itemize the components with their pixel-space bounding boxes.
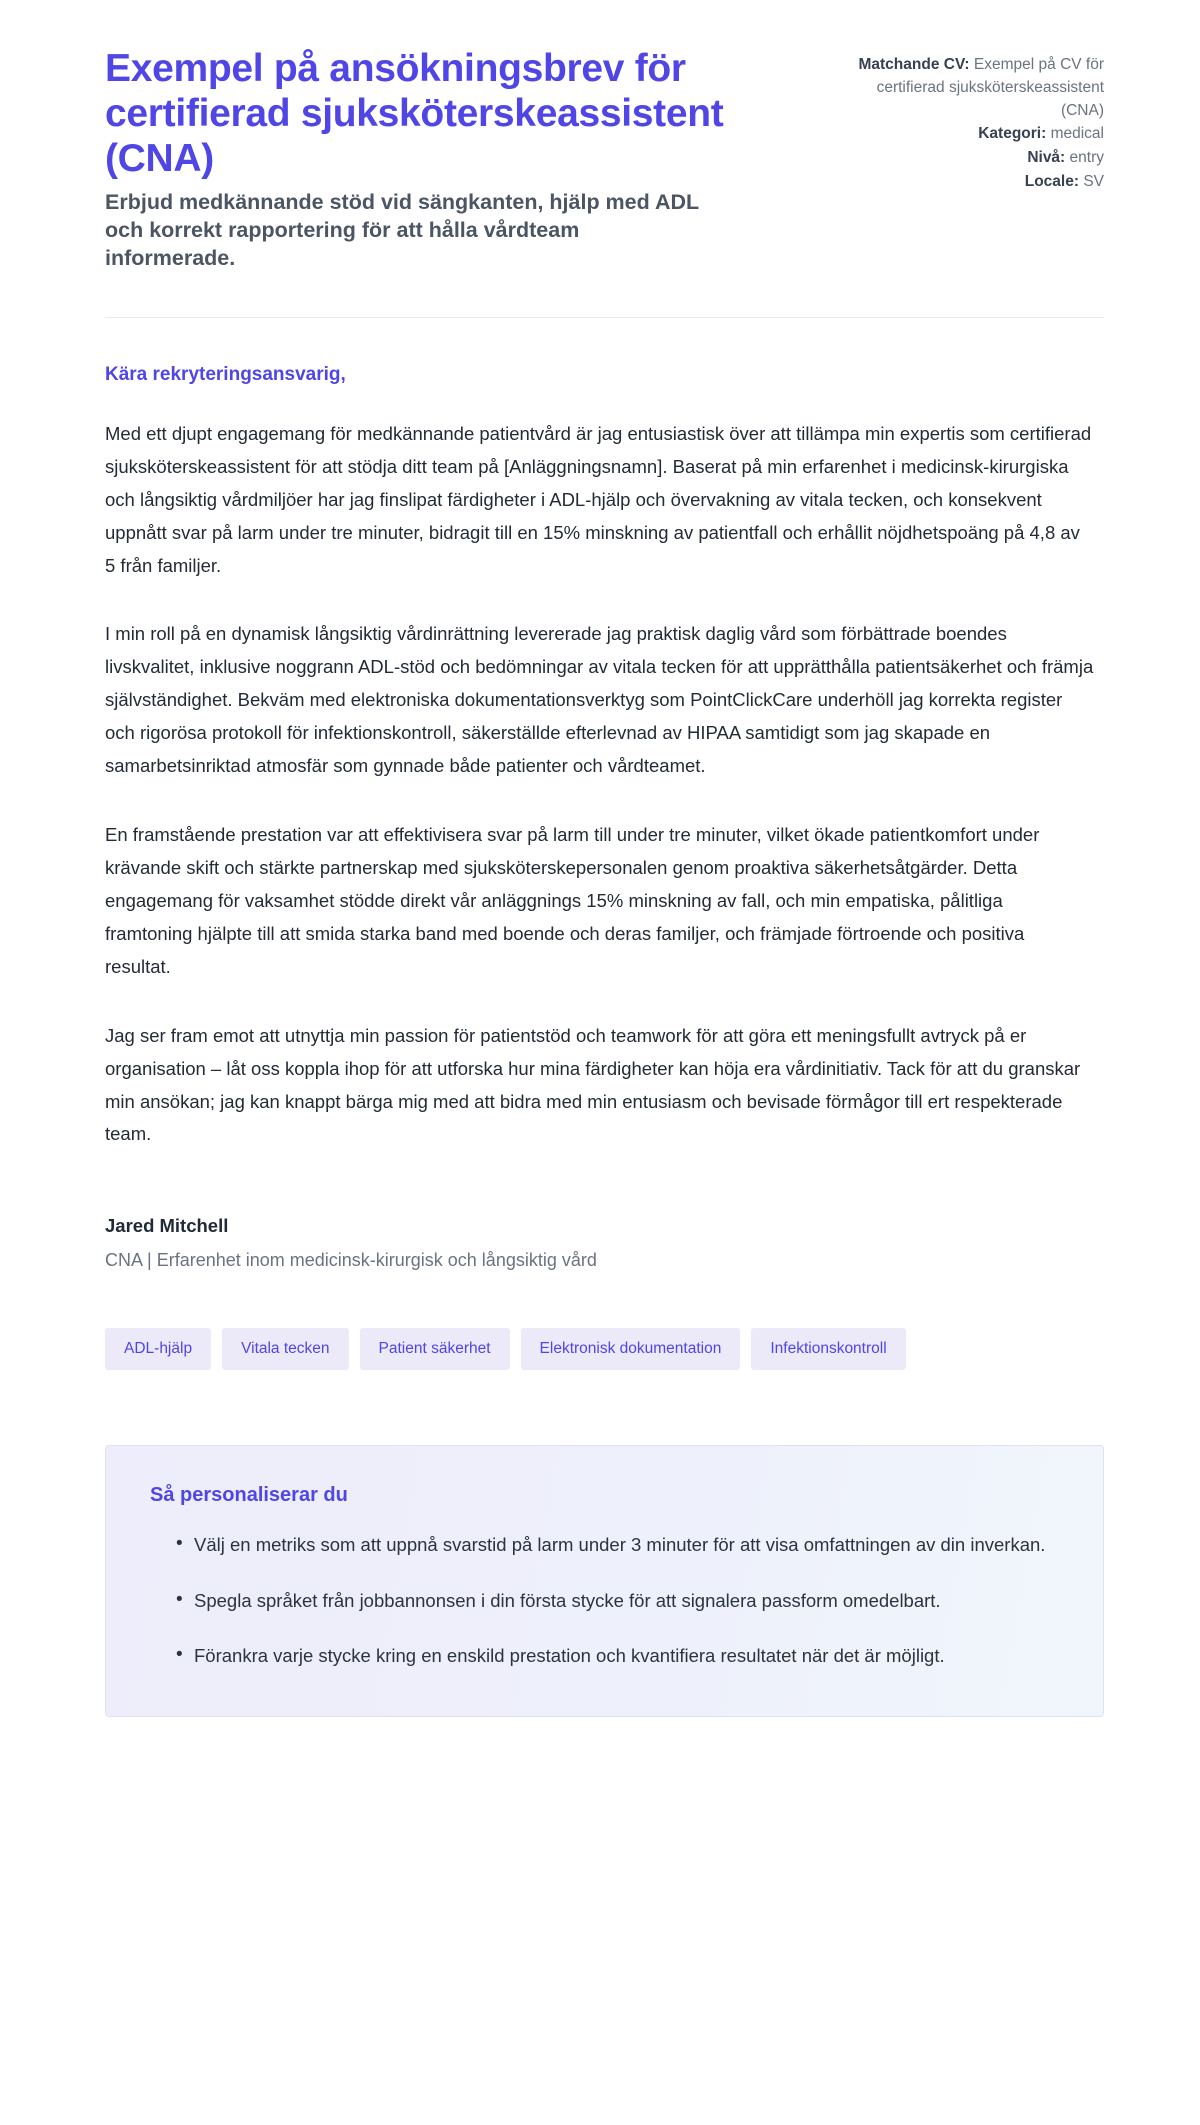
meta-value-category: medical (1050, 125, 1104, 143)
tips-list-item: • Spegla språket från jobbannonsen i din första stycke för att signalera passform omedelbart. (176, 1585, 1059, 1617)
skill-tag[interactable]: Patient säkerhet (360, 1328, 510, 1370)
tips-list-item: • Välj en metriks som att uppnå svarstid på larm under 3 minuter för att visa omfattningen av din inverkan. (176, 1529, 1059, 1561)
document-header (105, 46, 1104, 273)
skill-tag[interactable]: Vitala tecken (222, 1328, 348, 1370)
header-title-block (105, 46, 745, 273)
signature-role: CNA | Erfarenhet inom medicinsk-kirurgisk och långsiktig vård (105, 1250, 597, 1271)
meta-value-level: entry (1069, 149, 1104, 167)
signature-block (105, 1215, 1104, 1274)
meta-label-locale: Locale: (1024, 172, 1079, 190)
meta-label-category: Kategori: (978, 125, 1047, 143)
meta-row-locale (836, 171, 1104, 194)
meta-value-locale: SV (1083, 172, 1104, 190)
skill-tag[interactable]: Infektionskontroll (751, 1328, 905, 1370)
meta-row-category (836, 123, 1104, 146)
tips-list (150, 1529, 1059, 1672)
meta-value-matching-cv: Exempel på CV för certifierad sjuksköterskeassistent (CNA) (876, 56, 1104, 119)
letter-paragraph: En framstående prestation var att effektivisera svar på larm till under tre minuter, vilket ökade patientkomfort under krävande skift och stärkte partnerskap med sjuksköterskepersonalen genom proaktiva säkerhetsåtgärder. Detta engagemang för vaksamhet stödde direkt vår anläggnings 15% minskning av fall, och min empatiska, pålitliga framtoning hjälpte till att smida starka band med boende och deras familjer, och främjade förtroende och positiva resultat. (105, 824, 1040, 977)
letter-paragraph: I min roll på en dynamisk långsiktig vårdinrättning levererade jag praktisk daglig vård som förbättrade boendes livskvalitet, inklusive noggrann ADL-stöd och bedömningar av vitala tecken för att upprätthålla patientsäkerhet och främja självständighet. Bekväm med elektroniska dokumentationsverktyg som PointClickCare underhöll jag korrekta register och rigorösa protokoll för infektionskontroll, säkerställde efterlevnad av HIPAA samtidigt som jag skapade en samarbetsinriktad atmosfär som gynnade både patienter och vårdteamet. (105, 623, 1094, 777)
skill-tag[interactable]: Elektronisk dokumentation (521, 1328, 741, 1370)
signature-name: Jared Mitchell (105, 1215, 229, 1237)
letter-body (105, 318, 1104, 1717)
skill-tag[interactable]: ADL-hjälp (105, 1328, 211, 1370)
meta-row-matching-cv (836, 54, 1104, 122)
page-title: Exempel på ansökningsbrev för certifierad sjuksköterskeassistent (CNA) (105, 47, 724, 181)
letter-paragraph: Jag ser fram emot att utnyttja min passion för patientstöd och teamwork för att göra ett meningsfullt avtryck på er organisation – låt oss koppla ihop för att utforska hur mina färdigheter kan höja era vårdinitiativ. Tack för att du granskar min ansökan; jag kan knappt bärga mig med att bidra med min entusiasm och bevisade förmågor till ert respekterade team. (105, 1024, 1081, 1145)
tips-title: Så personaliserar du (150, 1483, 348, 1506)
meta-label-level: Nivå: (1027, 149, 1066, 167)
letter-paragraph: Med ett djupt engagemang för medkännande patientvård är jag entusiastisk över att tillämpa min expertis som certifierad sjuksköterskeassistent för att stödja ditt team på [Anläggningsnamn]. Baserat på min erfarenhet i medicinsk-kirurgiska och långsiktig vårdmiljöer har jag finslipat färdigheter i ADL-hjälp och övervakning av vitala tecken, och konsekvent uppnått svar på larm under tre minuter, bidragit till en 15% minskning av patientfall och erhållit nöjdhetspoäng på 4,8 av 5 från familjer. (105, 422, 1092, 576)
personalization-tips-box (105, 1445, 1104, 1717)
meta-row-level (836, 147, 1104, 170)
skill-tag-list (105, 1328, 1104, 1370)
letter-salutation: Kära rekryteringsansvarig, (105, 363, 346, 385)
meta-label-matching-cv: Matchande CV: (858, 56, 970, 73)
document-metadata (836, 46, 1104, 195)
tips-list-item: • Förankra varje stycke kring en enskild prestation och kvantifiera resultatet när det är möjligt. (176, 1640, 1059, 1672)
page-subtitle: Erbjud medkännande stöd vid sängkanten, hjälp med ADL och korrekt rapportering för att hålla vårdteam informerade. (105, 189, 699, 271)
